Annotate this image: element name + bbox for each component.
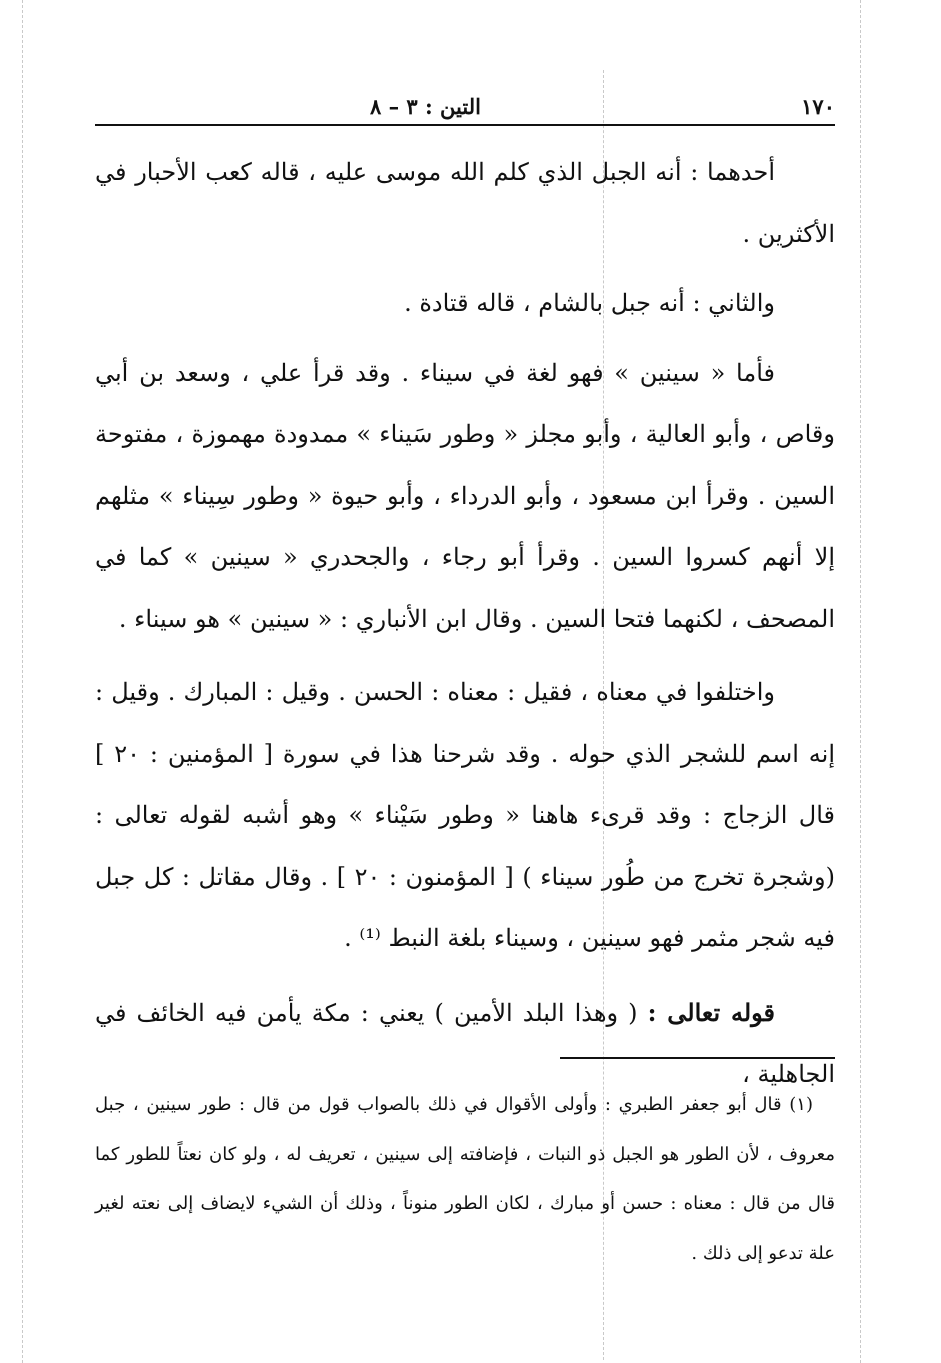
- main-text: [95, 142, 835, 1118]
- paragraph-first-opinion: أحدهما : أنه الجبل الذي كلم الله موسى عليه ، قاله كعب الأحبار في الأكثرين .: [95, 158, 835, 248]
- header-rule: [95, 124, 835, 126]
- scan-artifact-line-right: [860, 0, 861, 1363]
- footnotes: [95, 1080, 835, 1278]
- footnote-rule: [560, 1057, 835, 1059]
- scan-artifact-line-left: [22, 0, 23, 1363]
- verse-lead: قوله تعالى :: [647, 997, 775, 1027]
- page-number: ١٧٠: [801, 94, 835, 119]
- paragraph-sinin-readings: فأما « سينين » فهو لغة في سيناء . وقد قرأ علي ، وسعد بن أبي وقاص ، وأبو العالية ، وأبو مجلز « وطور سَيناء » ممدودة مهموزة ، مفتوحة السين . وقرأ ابن مسعود ، وأبو الدرداء ، وأبو حيوة « وطور سِيناء » مثلهم إلا أنهم كسروا السين . وقرأ أبو رجاء ، والجحدري « سينين » كما في المصحف ، لكنهما فتحا السين . وقال ابن الأنباري : « سينين » هو سيناء .: [95, 358, 835, 633]
- page-header: [95, 90, 835, 124]
- paragraph-meaning: واختلفوا في معناه ، فقيل : معناه : الحسن . وقيل : المبارك . وقيل : إنه اسم للشجر الذي حوله . وقد شرحنا هذا في سورة [ المؤمنين : ٢٠ ] قال الزجاج : وقد قرىء هاهنا « وطور سَيْناء » وهو أشبه لقوله تعالى :(وشجرة تخرج من طُور سيناء ) [ المؤمنون : ٢٠ ] . وقال مقاتل : كل جبل فيه شجر مثمر فهو سينين ، وسيناء بلغة النبط ⁽¹⁾ .: [95, 678, 836, 952]
- running-title: التين : ٣ – ٨: [370, 94, 481, 119]
- paragraph-second-opinion: والثاني : أنه جبل بالشام ، قاله قتادة .: [404, 289, 775, 317]
- verse-commentary-text: ( وهذا البلد الأمين ) يعني : مكة يأمن فيه الخائف في الجاهلية ،: [95, 998, 835, 1088]
- footnote-1: (١) قال أبو جعفر الطبري : وأولى الأقوال في ذلك بالصواب قول من قال : طور سينين ، جبل معروف ، لأن الطور هو الجبل ذو النبات ، فإضافته إلى سينين ، تعريف له ، ولو كان نعتاً للطور كما قال من قال : معناه : حسن أو مبارك ، لكان الطور منوناً ، وذلك أن الشيء لايضاف إلى نعته لغير علة تدعو إلى ذلك .: [95, 1094, 835, 1264]
- book-page: [95, 80, 835, 1280]
